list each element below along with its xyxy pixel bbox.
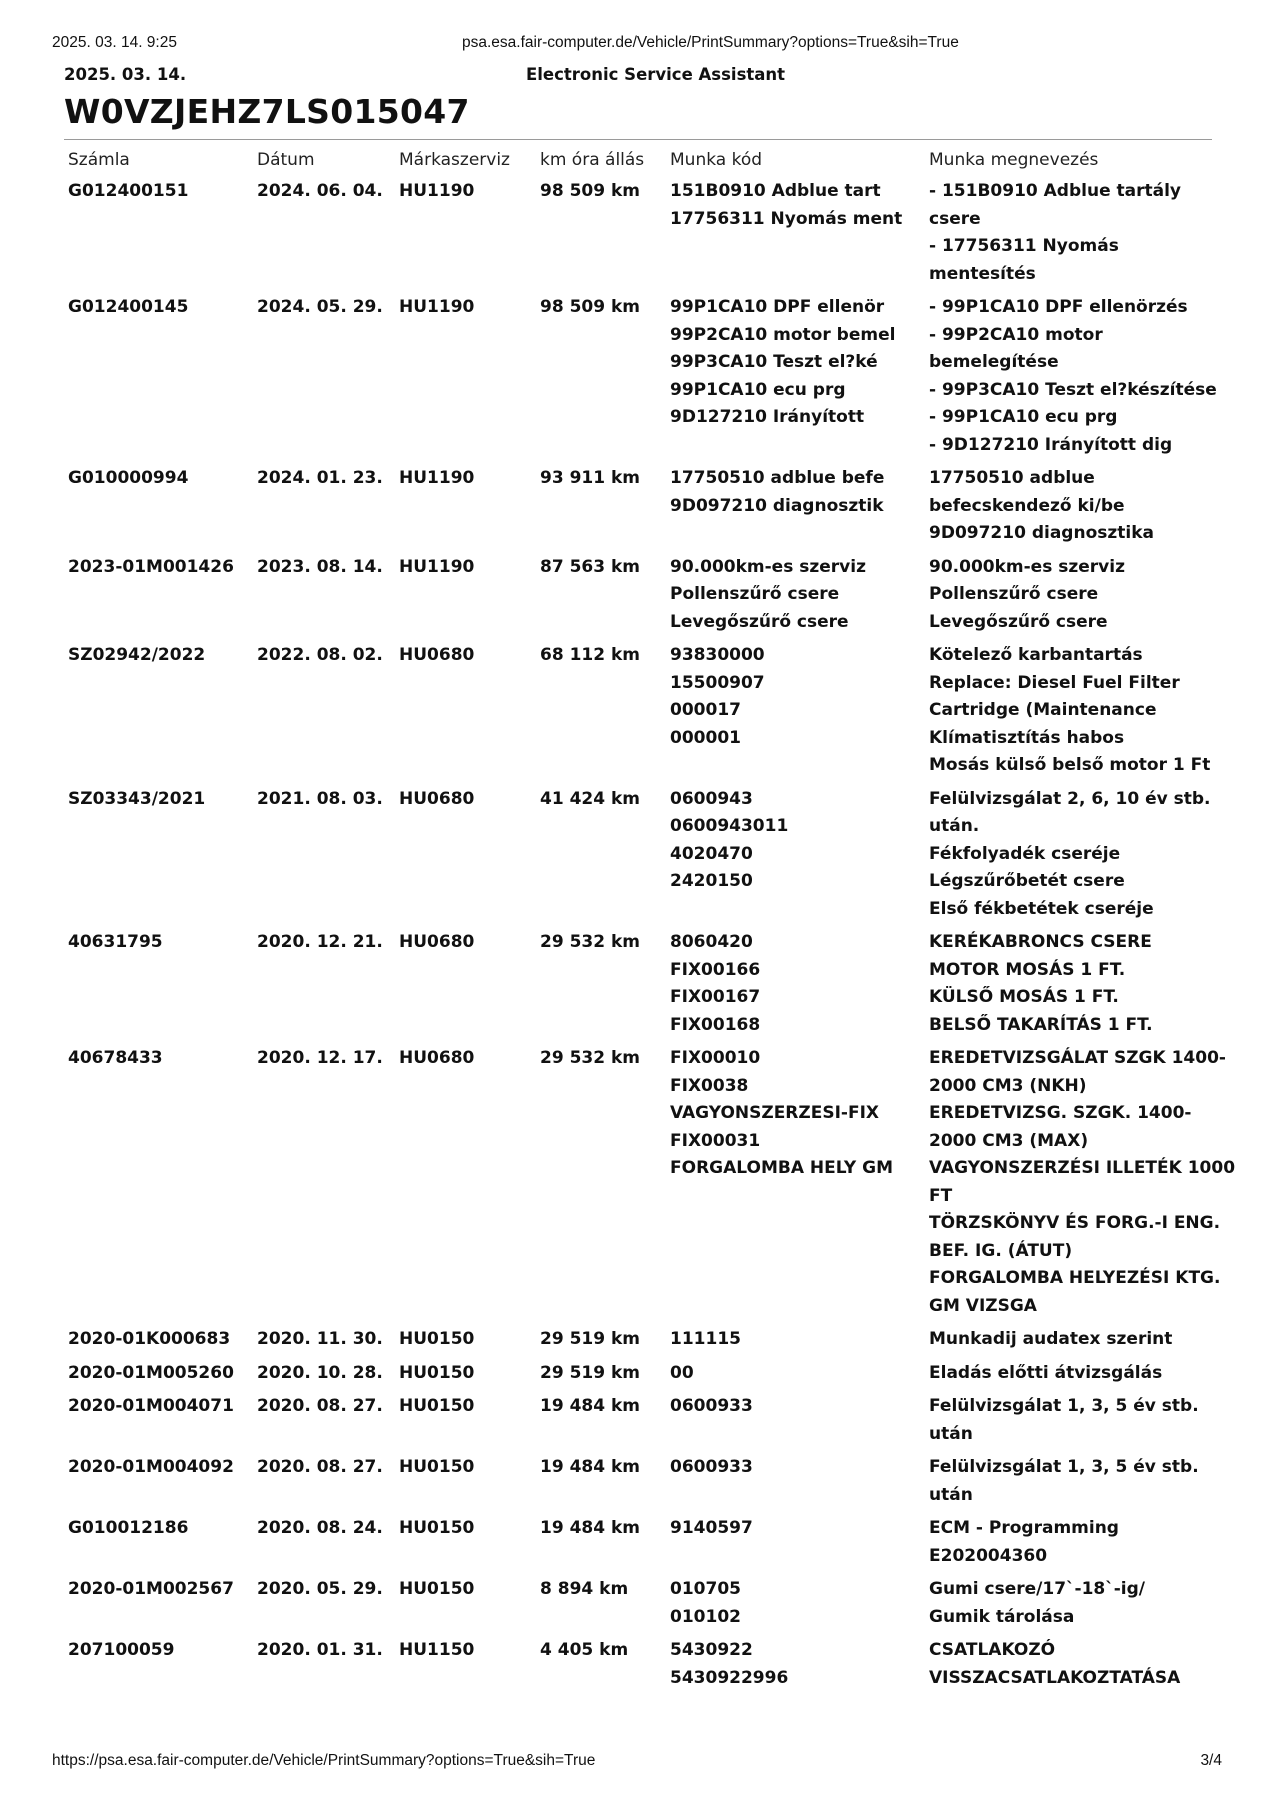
work-code-line: 0600943 — [670, 788, 753, 809]
km-cell: 4 405 km — [540, 1640, 629, 1660]
dealer-cell: HU0680 — [399, 1048, 475, 1068]
date-cell: 2020. 08. 27. — [257, 1396, 383, 1416]
work-name-line: Munkadij audatex szerint — [929, 1329, 1173, 1349]
work-name-line: befecskendező ki/be — [929, 495, 1125, 516]
work-code-line: 5430922 — [670, 1640, 753, 1660]
work-name-line: Cartridge (Maintenance — [929, 700, 1157, 720]
work-code-cell — [666, 290, 925, 461]
work-name-line: Klímatisztítás habos — [929, 727, 1125, 748]
column-header-dealer: Márkaszerviz — [399, 150, 510, 170]
work-name-line: után — [929, 1484, 973, 1505]
work-code-line: 9D097210 diagnosztik — [670, 495, 884, 516]
km-cell: 98 509 km — [540, 297, 640, 317]
column-header-invoice: Számla — [68, 150, 130, 170]
work-code-line: 15500907 — [670, 672, 765, 693]
work-name-line: 2000 CM3 (NKH) — [929, 1075, 1087, 1096]
work-code-line: FIX00167 — [670, 987, 761, 1007]
work-name-line: bemelegítése — [929, 352, 1059, 372]
date-cell: 2020. 01. 31. — [257, 1640, 383, 1660]
work-name-line: 2000 CM3 (MAX) — [929, 1130, 1089, 1151]
work-name-line: Felülvizsgálat 1, 3, 5 év stb. — [929, 1457, 1199, 1477]
print-datetime: 2025. 03. 14. 9:25 — [52, 34, 177, 51]
dealer-cell: HU0680 — [399, 645, 475, 665]
km-cell: 98 509 km — [540, 181, 640, 201]
work-code-line: FIX00010 — [670, 1048, 761, 1068]
page-number: 3/4 — [1200, 1752, 1222, 1769]
work-name-line: KERÉKABRONCS CSERE — [929, 932, 1152, 952]
work-code-line: 17750510 adblue befe — [670, 468, 885, 488]
work-name-cell — [925, 638, 1214, 782]
invoice-cell: 2020-01M002567 — [68, 1579, 234, 1599]
document-date: 2025. 03. 14. — [64, 65, 187, 84]
km-cell: 29 519 km — [540, 1362, 640, 1383]
work-name-cell — [925, 1322, 1214, 1356]
dealer-cell: HU0150 — [399, 1362, 475, 1383]
invoice-cell: SZ02942/2022 — [68, 645, 206, 665]
work-code-line: 99P1CA10 ecu prg — [670, 379, 846, 400]
work-name-line: ECM - Programming — [929, 1518, 1119, 1538]
work-code-line: 0600933 — [670, 1396, 753, 1416]
table-header-row — [64, 146, 1214, 174]
dealer-cell: HU0150 — [399, 1579, 475, 1599]
dealer-cell: HU0150 — [399, 1396, 475, 1416]
dealer-cell: HU1190 — [399, 297, 475, 317]
date-cell: 2020. 11. 30. — [257, 1329, 383, 1349]
work-code-cell — [666, 461, 925, 550]
work-name-line: E202004360 — [929, 1545, 1048, 1566]
work-name-line: Gumi csere/17`-18`-ig/ — [929, 1579, 1145, 1599]
date-cell: 2020. 12. 17. — [257, 1048, 383, 1068]
date-cell: 2021. 08. 03. — [257, 788, 383, 809]
work-name-line: Felülvizsgálat 2, 6, 10 év stb. — [929, 788, 1211, 809]
invoice-cell: 40631795 — [68, 932, 163, 952]
work-code-line: 000001 — [670, 727, 741, 748]
table-row — [64, 638, 1214, 782]
work-name-line: Replace: Diesel Fuel Filter — [929, 672, 1180, 693]
work-name-line: Kötelező karbantartás — [929, 645, 1143, 665]
dealer-cell: HU1190 — [399, 181, 475, 201]
column-header-work-name: Munka megnevezés — [929, 150, 1099, 170]
work-name-line: Légszűrőbetét csere — [929, 871, 1125, 891]
invoice-cell: G012400145 — [68, 297, 189, 317]
column-header-date: Dátum — [257, 150, 315, 170]
work-code-cell — [666, 1041, 925, 1322]
vin-title: W0VZJEHZ7LS015047 — [64, 92, 470, 131]
table-row — [64, 550, 1214, 639]
work-code-line: 99P3CA10 Teszt el?ké — [670, 352, 878, 372]
work-code-line: 010102 — [670, 1606, 741, 1627]
dealer-cell: HU0150 — [399, 1518, 475, 1538]
work-name-line: EREDETVIZSGÁLAT SZGK 1400- — [929, 1048, 1226, 1068]
work-code-line: 8060420 — [670, 932, 753, 952]
work-code-cell — [666, 1389, 925, 1450]
date-cell: 2022. 08. 02. — [257, 645, 383, 665]
work-code-line: Levegőszűrő csere — [670, 611, 849, 632]
invoice-cell: 2020-01M004092 — [68, 1457, 234, 1477]
work-name-cell — [925, 1356, 1214, 1390]
work-code-line: 99P1CA10 DPF ellenör — [670, 297, 885, 317]
work-name-cell — [925, 174, 1214, 290]
footer-url: https://psa.esa.fair-computer.de/Vehicle/PrintSummary?options=True&sih=True — [52, 1752, 596, 1769]
table-row — [64, 925, 1214, 1041]
dealer-cell: HU1190 — [399, 556, 475, 577]
work-code-cell — [666, 925, 925, 1041]
work-name-cell — [925, 1633, 1214, 1694]
work-code-cell — [666, 550, 925, 639]
km-cell: 68 112 km — [540, 645, 640, 665]
work-code-line: 111115 — [670, 1329, 741, 1349]
work-name-cell — [925, 1572, 1214, 1633]
work-code-line: VAGYONSZERZESI-FIX — [670, 1103, 880, 1123]
date-cell: 2020. 08. 24. — [257, 1518, 383, 1538]
work-name-line: - 99P1CA10 DPF ellenörzés — [929, 297, 1188, 317]
invoice-cell: 2023-01M001426 — [68, 556, 234, 577]
work-name-line: - 99P1CA10 ecu prg — [929, 407, 1118, 427]
work-name-cell — [925, 925, 1214, 1041]
work-code-line: FIX00168 — [670, 1014, 761, 1035]
work-code-line: 93830000 — [670, 645, 765, 665]
date-cell: 2020. 05. 29. — [257, 1579, 383, 1599]
work-code-cell — [666, 174, 925, 290]
dealer-cell: HU0680 — [399, 788, 475, 809]
print-footer — [52, 1752, 1222, 1770]
work-code-line: Pollenszűrő csere — [670, 584, 840, 604]
table-row — [64, 1511, 1214, 1572]
date-cell: 2024. 06. 04. — [257, 181, 383, 201]
work-name-line: - 17756311 Nyomás — [929, 236, 1119, 256]
table-row — [64, 782, 1214, 926]
work-name-line: 9D097210 diagnosztika — [929, 523, 1154, 543]
document-title: Electronic Service Assistant — [526, 65, 786, 84]
work-code-line: 90.000km-es szerviz — [670, 556, 866, 577]
work-name-line: FT — [929, 1185, 953, 1206]
work-name-line: - 151B0910 Adblue tartály — [929, 181, 1182, 201]
km-cell: 19 484 km — [540, 1518, 640, 1538]
work-code-line: FIX00166 — [670, 959, 761, 980]
work-code-line: 00 — [670, 1362, 694, 1383]
table-row — [64, 461, 1214, 550]
table-row — [64, 1450, 1214, 1511]
work-code-line: FIX00031 — [670, 1130, 761, 1151]
invoice-cell: 2020-01M005260 — [68, 1362, 234, 1383]
invoice-cell: G012400151 — [68, 181, 189, 201]
work-code-line: 4020470 — [670, 843, 753, 864]
dealer-cell: HU1190 — [399, 468, 475, 488]
work-name-line: BELSŐ TAKARÍTÁS 1 FT. — [929, 1014, 1153, 1035]
work-code-line: 17756311 Nyomás ment — [670, 208, 903, 229]
column-header-km: km óra állás — [540, 150, 645, 170]
km-cell: 8 894 km — [540, 1579, 629, 1599]
work-name-line: BEF. IG. (ÁTUT) — [929, 1240, 1073, 1261]
work-name-line: Eladás előtti átvizsgálás — [929, 1362, 1163, 1383]
work-code-line: FORGALOMBA HELY GM — [670, 1158, 894, 1178]
work-code-line: 9D127210 Irányított — [670, 407, 865, 427]
invoice-cell: 40678433 — [68, 1048, 163, 1068]
table-row — [64, 1322, 1214, 1356]
work-name-cell — [925, 1389, 1214, 1450]
work-code-line: 99P2CA10 motor bemel — [670, 324, 896, 345]
table-row — [64, 174, 1214, 290]
table-row — [64, 1572, 1214, 1633]
work-name-line: 90.000km-es szerviz — [929, 556, 1125, 577]
work-name-line: FORGALOMBA HELYEZÉSI KTG. — [929, 1268, 1221, 1288]
work-name-line: Pollenszűrő csere — [929, 584, 1099, 604]
work-code-cell — [666, 638, 925, 782]
work-name-line: VAGYONSZERZÉSI ILLETÉK 1000 — [929, 1158, 1236, 1178]
work-name-line: 17750510 adblue — [929, 468, 1095, 488]
invoice-cell: 2020-01K000683 — [68, 1329, 231, 1349]
work-name-cell — [925, 550, 1214, 639]
work-name-line: csere — [929, 208, 981, 229]
work-code-line: 151B0910 Adblue tart — [670, 181, 881, 201]
invoice-cell: G010000994 — [68, 468, 189, 488]
date-cell: 2024. 05. 29. — [257, 297, 383, 317]
date-cell: 2024. 01. 23. — [257, 468, 383, 488]
work-name-line: után. — [929, 816, 980, 836]
table-row — [64, 1356, 1214, 1390]
print-url: psa.esa.fair-computer.de/Vehicle/PrintSummary?options=True&sih=True — [462, 34, 959, 51]
work-name-cell — [925, 290, 1217, 461]
work-code-cell — [666, 1633, 925, 1694]
work-code-line: 9140597 — [670, 1518, 753, 1538]
dealer-cell: HU0150 — [399, 1329, 475, 1349]
work-code-cell — [666, 1572, 925, 1633]
work-name-line: MOTOR MOSÁS 1 FT. — [929, 959, 1126, 980]
invoice-cell: 2020-01M004071 — [68, 1396, 234, 1416]
work-code-cell — [666, 782, 925, 926]
work-code-line: 2420150 — [670, 871, 753, 891]
date-cell: 2020. 10. 28. — [257, 1362, 383, 1383]
invoice-cell: G010012186 — [68, 1518, 189, 1538]
work-code-line: 5430922996 — [670, 1667, 789, 1688]
work-name-line: Mosás külső belső motor 1 Ft — [929, 755, 1211, 775]
work-name-cell — [925, 782, 1214, 926]
km-cell: 29 532 km — [540, 932, 640, 952]
table-row — [64, 1389, 1214, 1450]
work-code-cell — [666, 1322, 925, 1356]
work-code-cell — [666, 1356, 925, 1390]
work-name-cell — [925, 1041, 1236, 1322]
work-name-line: KÜLSŐ MOSÁS 1 FT. — [929, 987, 1119, 1007]
work-code-cell — [666, 1511, 925, 1572]
km-cell: 41 424 km — [540, 788, 640, 809]
km-cell: 29 519 km — [540, 1329, 640, 1349]
date-cell: 2023. 08. 14. — [257, 556, 383, 577]
work-name-line: után — [929, 1423, 973, 1444]
work-name-line: EREDETVIZSG. SZGK. 1400- — [929, 1103, 1192, 1123]
work-name-line: Gumik tárolása — [929, 1606, 1075, 1627]
km-cell: 29 532 km — [540, 1048, 640, 1068]
work-name-cell — [925, 1511, 1214, 1572]
work-name-cell — [925, 1450, 1214, 1511]
work-code-line: 000017 — [670, 700, 741, 720]
work-name-line: GM VIZSGA — [929, 1295, 1037, 1316]
km-cell: 87 563 km — [540, 556, 640, 577]
service-history-table — [64, 146, 1236, 1694]
work-code-line: FIX0038 — [670, 1075, 749, 1096]
work-name-line: mentesítés — [929, 263, 1036, 284]
km-cell: 19 484 km — [540, 1457, 640, 1477]
work-name-line: - 99P3CA10 Teszt el?készítése — [929, 379, 1217, 400]
dealer-cell: HU0680 — [399, 932, 475, 952]
work-name-line: CSATLAKOZÓ — [929, 1640, 1056, 1660]
dealer-cell: HU1150 — [399, 1640, 475, 1660]
work-name-line: Első fékbetétek cseréje — [929, 898, 1154, 919]
work-name-line: TÖRZSKÖNYV ÉS FORG.-I ENG. — [929, 1213, 1221, 1233]
work-code-line: 010705 — [670, 1579, 741, 1599]
invoice-cell: SZ03343/2021 — [68, 788, 206, 809]
km-cell: 93 911 km — [540, 468, 640, 488]
date-cell: 2020. 12. 21. — [257, 932, 383, 952]
table-row — [64, 290, 1214, 461]
work-name-line: - 99P2CA10 motor — [929, 324, 1103, 345]
header-divider — [64, 139, 1212, 140]
work-code-cell — [666, 1450, 925, 1511]
table-row — [64, 1041, 1214, 1322]
work-code-line: 0600933 — [670, 1457, 753, 1477]
table-row — [64, 1633, 1214, 1694]
dealer-cell: HU0150 — [399, 1457, 475, 1477]
work-code-line: 0600943011 — [670, 816, 789, 836]
work-name-line: Levegőszűrő csere — [929, 611, 1108, 632]
date-cell: 2020. 08. 27. — [257, 1457, 383, 1477]
invoice-cell: 207100059 — [68, 1640, 175, 1660]
km-cell: 19 484 km — [540, 1396, 640, 1416]
column-header-work-code: Munka kód — [670, 150, 763, 170]
work-name-line: Felülvizsgálat 1, 3, 5 év stb. — [929, 1396, 1199, 1416]
work-name-line: - 9D127210 Irányított dig — [929, 434, 1173, 455]
work-name-line: Fékfolyadék cseréje — [929, 843, 1121, 864]
work-name-line: VISSZACSATLAKOZTATÁSA — [929, 1667, 1181, 1688]
work-name-cell — [925, 461, 1214, 550]
